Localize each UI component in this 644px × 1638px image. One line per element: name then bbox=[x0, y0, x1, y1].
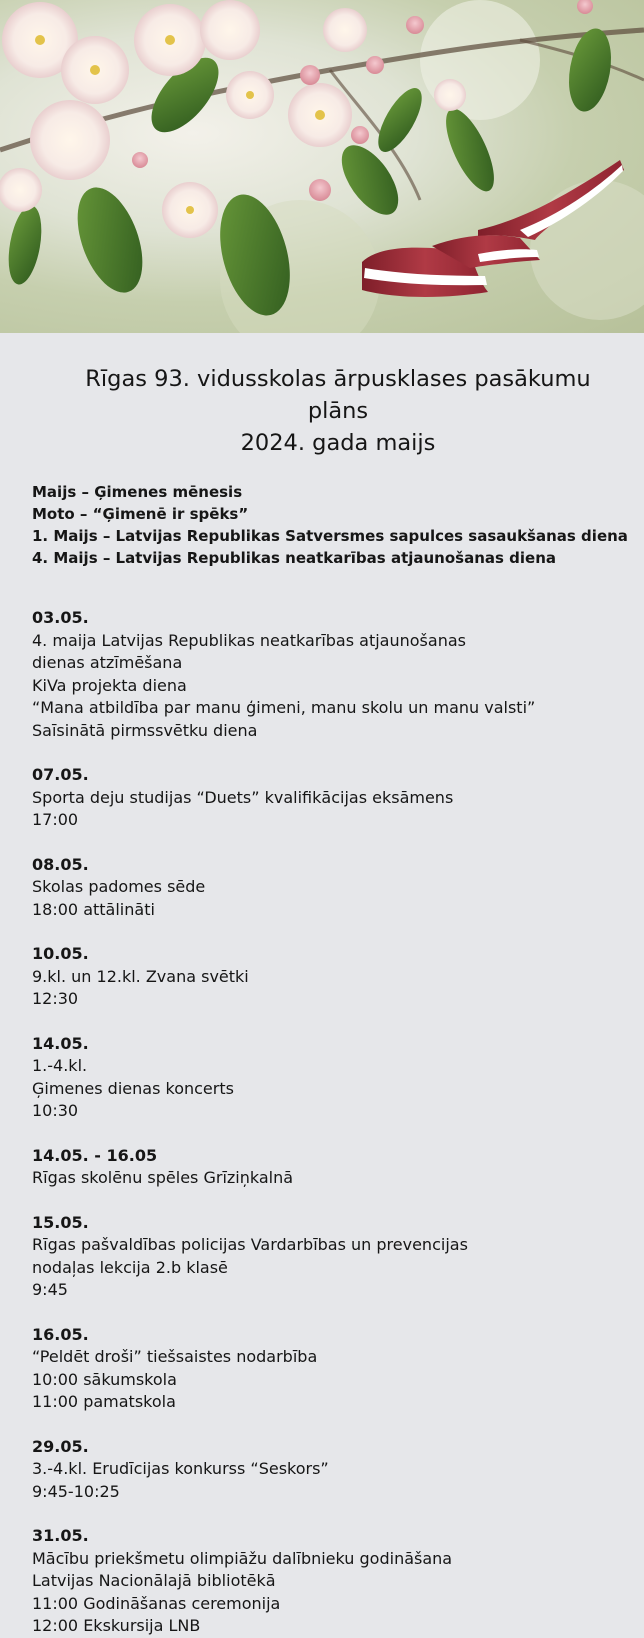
event-item bbox=[32, 1145, 624, 1190]
event-item bbox=[32, 1033, 624, 1123]
apple-blossom-illustration bbox=[0, 0, 644, 333]
event-plan bbox=[0, 333, 644, 1638]
event-line: dienas atzīmēšana bbox=[32, 653, 183, 672]
intro-month-theme: Maijs – Ģimenes mēnesis bbox=[32, 483, 243, 501]
event-time: 10:00 sākumskola bbox=[32, 1369, 177, 1389]
event-line: Latvijas Nacionālajā bibliotēkā bbox=[32, 1571, 276, 1590]
event-time: 9:45-10:25 bbox=[32, 1481, 120, 1501]
event-line: 9.kl. un 12.kl. Zvana svētki bbox=[32, 966, 249, 986]
event-date: 08.05. bbox=[32, 854, 89, 874]
event-item bbox=[32, 1324, 624, 1414]
event-item bbox=[32, 764, 624, 832]
event-date: 14.05. - 16.05 bbox=[32, 1145, 158, 1165]
event-date: 16.05. bbox=[32, 1324, 89, 1344]
event-line: 1.-4.kl. bbox=[32, 1056, 88, 1075]
event-date: 31.05. bbox=[32, 1526, 89, 1545]
event-line: 3.-4.kl. Erudīcijas konkurss “Seskors” bbox=[32, 1459, 329, 1478]
event-date: 03.05. bbox=[32, 608, 89, 627]
month-intro bbox=[32, 481, 628, 569]
intro-motto: Moto – “Ģimenē ir spēks” bbox=[32, 505, 249, 523]
event-time: 10:30 bbox=[32, 1101, 79, 1120]
header-banner-image bbox=[0, 0, 644, 333]
event-line: Rīgas skolēnu spēles Grīziņkalnā bbox=[32, 1168, 294, 1187]
event-item bbox=[32, 854, 624, 922]
event-time: 17:00 bbox=[32, 810, 79, 829]
event-line: Ģimenes dienas koncerts bbox=[32, 1078, 234, 1098]
event-time: 12:00 Ekskursija LNB bbox=[32, 1616, 201, 1635]
event-item bbox=[32, 943, 624, 1011]
event-item bbox=[32, 1525, 624, 1638]
event-item bbox=[32, 1436, 624, 1504]
event-date: 29.05. bbox=[32, 1436, 89, 1456]
event-line: KiVa projekta diena bbox=[32, 675, 187, 695]
event-time: 9:45 bbox=[32, 1280, 68, 1299]
event-line: Rīgas pašvaldības policijas Vardarbības un prevencijas bbox=[32, 1235, 468, 1254]
event-line: 4. maija Latvijas Republikas neatkarības atjaunošanas bbox=[32, 630, 466, 650]
event-time: 12:30 bbox=[32, 989, 79, 1008]
intro-may-1: 1. Maijs – Latvijas Republikas Satversmes sapulces sasaukšanas diena bbox=[32, 527, 628, 545]
event-line: Saīsinātā pirmssvētku diena bbox=[32, 720, 258, 740]
event-line: nodaļas lekcija 2.b klasē bbox=[32, 1257, 228, 1277]
event-date: 15.05. bbox=[32, 1212, 89, 1232]
event-time: 11:00 Godināšanas ceremonija bbox=[32, 1593, 281, 1613]
event-item bbox=[32, 607, 624, 742]
event-item bbox=[32, 1212, 624, 1302]
title-line-2: 2024. gada maijs bbox=[240, 430, 436, 456]
event-line: “Mana atbildība par manu ģimeni, manu skolu un manu valsti” bbox=[32, 698, 536, 717]
intro-may-4: 4. Maijs – Latvijas Republikas neatkarības atjaunošanas diena bbox=[32, 549, 557, 567]
event-time: 11:00 pamatskola bbox=[32, 1392, 176, 1411]
title-line-1: Rīgas 93. vidusskolas ārpusklases pasākumu plāns bbox=[85, 366, 591, 424]
event-date: 10.05. bbox=[32, 944, 89, 963]
event-date: 14.05. bbox=[32, 1033, 89, 1053]
event-time: 18:00 attālināti bbox=[32, 899, 155, 919]
event-line: Skolas padomes sēde bbox=[32, 877, 206, 896]
event-line: “Peldēt droši” tiešsaistes nodarbība bbox=[32, 1347, 318, 1366]
event-line: Sporta deju studijas “Duets” kvalifikācijas eksāmens bbox=[32, 787, 454, 807]
event-line: Mācību priekšmetu olimpiāžu dalībnieku godināšana bbox=[32, 1548, 453, 1568]
event-date: 07.05. bbox=[32, 765, 89, 784]
page-title bbox=[32, 363, 624, 459]
